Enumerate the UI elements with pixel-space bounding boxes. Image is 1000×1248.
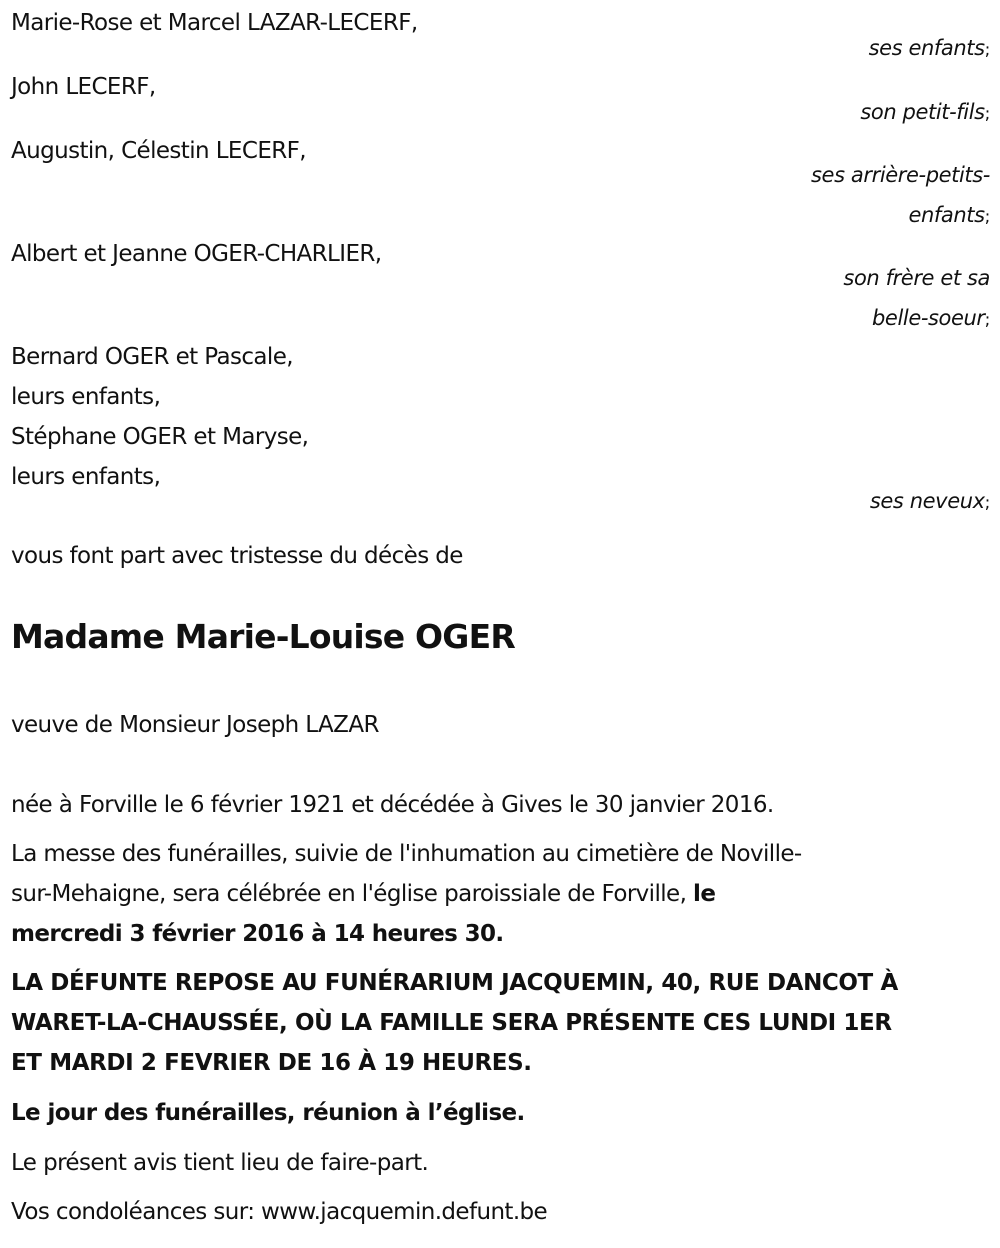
family-names-nephews-4: leurs enfants, bbox=[11, 464, 161, 490]
relation-great-grandchildren-line1: ses arrière-petits- bbox=[811, 163, 990, 187]
family-names-siblings: Albert et Jeanne OGER-CHARLIER, bbox=[11, 241, 382, 267]
ceremony-datetime: mercredi 3 février 2016 à 14 heures 30. bbox=[11, 921, 504, 947]
relation-siblings-line1: son frère et sa bbox=[843, 266, 990, 290]
visitation-line-1: LA DÉFUNTE REPOSE AU FUNÉRARIUM JACQUEMIN, 40, RUE DANCOT À bbox=[11, 970, 898, 996]
announcement-intro: vous font part avec tristesse du décès de bbox=[11, 543, 463, 569]
relation-grandson: son petit-fils; bbox=[860, 100, 990, 124]
relation-siblings-line2: belle-soeur; bbox=[872, 306, 990, 330]
meeting-info: Le jour des funérailles, réunion à l’église. bbox=[11, 1100, 525, 1126]
birth-death-info: née à Forville le 6 février 1921 et décédée à Gives le 30 janvier 2016. bbox=[11, 792, 774, 818]
condolences-link[interactable]: Vos condoléances sur: www.jacquemin.defunt.be bbox=[11, 1199, 548, 1225]
notice-text: Le présent avis tient lieu de faire-part. bbox=[11, 1150, 429, 1176]
family-names-great-grandchildren: Augustin, Célestin LECERF, bbox=[11, 138, 306, 164]
visitation-line-3: ET MARDI 2 FEVRIER DE 16 À 19 HEURES. bbox=[11, 1050, 532, 1076]
ceremony-line-2: sur-Mehaigne, sera célébrée en l'église paroissiale de Forville, le bbox=[11, 881, 716, 907]
family-names-children: Marie-Rose et Marcel LAZAR-LECERF, bbox=[11, 10, 418, 36]
relation-nephews: ses neveux; bbox=[869, 489, 990, 513]
widow-of: veuve de Monsieur Joseph LAZAR bbox=[11, 712, 379, 738]
relation-great-grandchildren-line2: enfants; bbox=[908, 203, 990, 227]
relation-children: ses enfants; bbox=[868, 36, 990, 60]
visitation-line-2: WARET-LA-CHAUSSÉE, OÙ LA FAMILLE SERA PRÉSENTE CES LUNDI 1ER bbox=[11, 1010, 892, 1036]
family-names-grandson: John LECERF, bbox=[11, 74, 156, 100]
family-names-nephews-1: Bernard OGER et Pascale, bbox=[11, 344, 293, 370]
family-names-nephews-3: Stéphane OGER et Maryse, bbox=[11, 424, 309, 450]
deceased-name: Madame Marie-Louise OGER bbox=[11, 617, 515, 656]
family-names-nephews-2: leurs enfants, bbox=[11, 384, 161, 410]
ceremony-line-1: La messe des funérailles, suivie de l'inhumation au cimetière de Noville- bbox=[11, 841, 802, 867]
